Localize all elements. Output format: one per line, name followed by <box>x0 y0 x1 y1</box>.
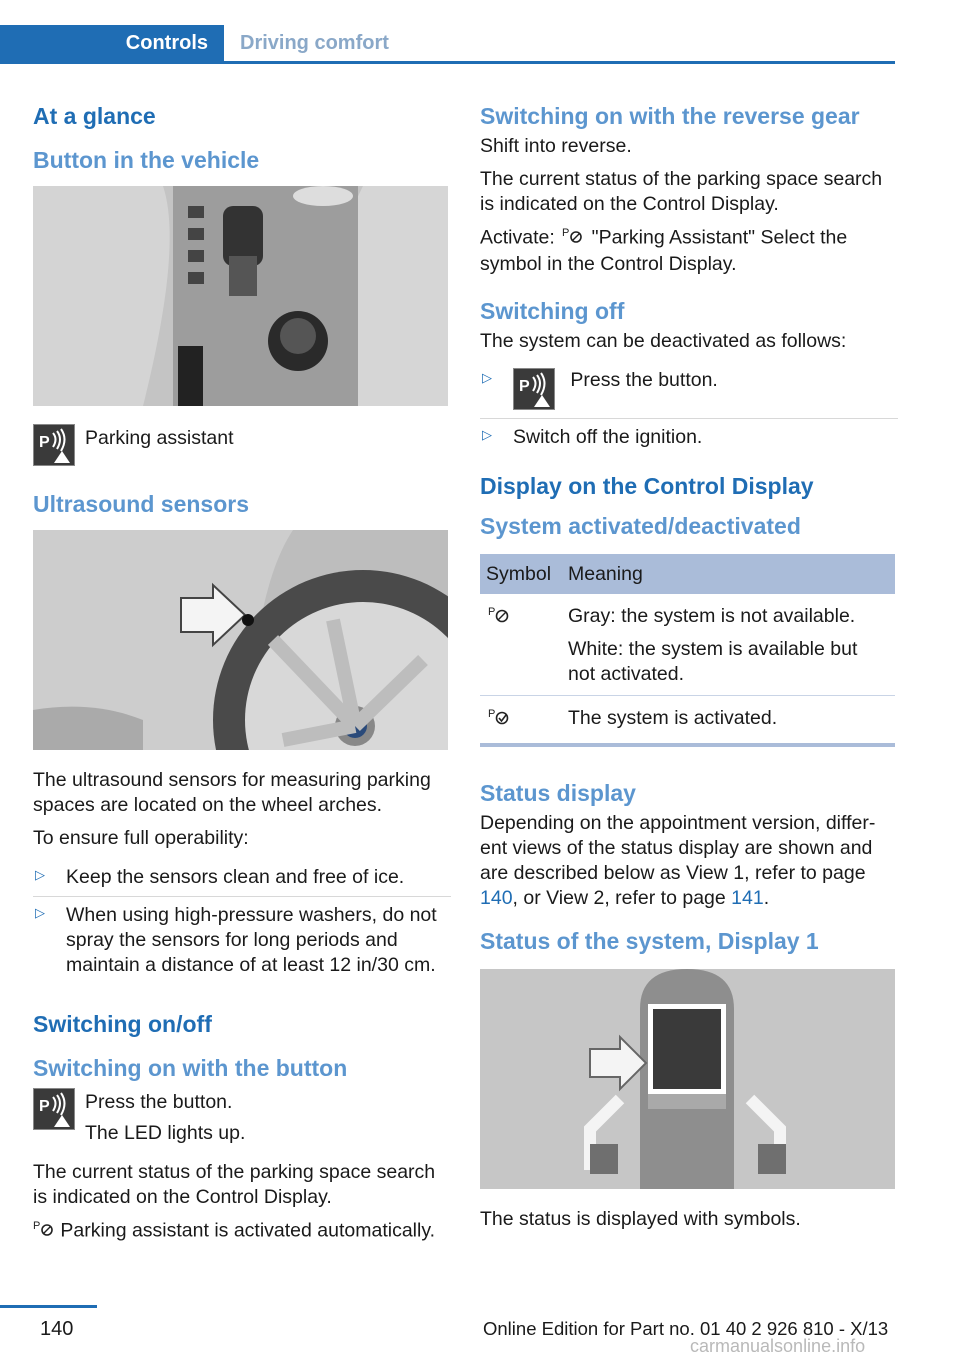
bullet-triangle-icon: ▷ <box>482 370 492 385</box>
heading-switching-off: Switching off <box>480 298 625 324</box>
press-button-text: Press the button. <box>85 1091 233 1113</box>
press-button-row <box>33 1088 451 1146</box>
footer-rule <box>0 1305 97 1308</box>
heading-switching-on-off: Switching on/off <box>33 1011 212 1037</box>
symbol-table <box>480 554 895 747</box>
svg-text:P: P <box>488 708 496 720</box>
display1-illustration <box>480 969 895 1189</box>
left-column <box>33 100 451 1253</box>
page-link-140[interactable]: 140 <box>480 887 513 909</box>
heading-display-1: Status of the system, Display 1 <box>480 928 819 954</box>
shift-reverse-text: Shift into reverse. <box>480 135 632 157</box>
parking-assistant-legend <box>33 424 451 466</box>
list-item: ▷ Switch off the ignition. <box>482 426 703 448</box>
tab-driving-comfort[interactable]: Driving comfort <box>240 32 389 54</box>
operability-list <box>33 859 451 984</box>
table-row <box>480 696 895 746</box>
parking-button-icon <box>33 1088 75 1130</box>
meaning-white: White: the system is available but not activated. <box>568 638 858 685</box>
svg-text:P: P <box>33 1220 41 1232</box>
led-lights-text: The LED lights up. <box>85 1122 246 1144</box>
parking-inactive-icon <box>480 594 562 696</box>
meaning-activated: The system is activated. <box>562 696 895 746</box>
heading-control-display: Display on the Control Display <box>480 473 814 499</box>
status-indicated-text: The current status of the parking space search is indicated on the Control Display. <box>480 168 883 215</box>
watermark: carmanualsonline.info <box>690 1336 866 1356</box>
page-link-141[interactable]: 141 <box>731 887 764 909</box>
right-column <box>480 100 898 1240</box>
parking-button-icon <box>513 368 555 410</box>
heading-ultrasound-sensors: Ultrasound sensors <box>33 491 249 517</box>
status-display-text: Depending on the appointment version, differ-ent views of the status display are shown and are described below as View 1, refer to page 140, or View 2, refer to page 141. <box>480 812 876 909</box>
heading-at-a-glance: At a glance <box>33 103 156 129</box>
list-item: ▷ When using high-pressure washers, do not spray the sensors for long periods and maintain a distance of at least 12 in/30 cm. <box>35 904 437 976</box>
parking-symbol-icon <box>33 1218 55 1245</box>
deactivate-text: The system can be deactivated as follows: <box>480 330 847 352</box>
heading-reverse-gear: Switching on with the reverse gear <box>480 103 860 129</box>
bullet-triangle-icon: ▷ <box>35 905 45 920</box>
svg-text:P: P <box>39 1098 50 1115</box>
activate-text: Activate: P "Parking Assistant" Select the symbol in the Control Display. <box>480 226 848 275</box>
operability-text: To ensure full operability: <box>33 827 249 849</box>
svg-text:P: P <box>562 227 570 239</box>
heading-system-activated: System activated/deactivated <box>480 513 801 539</box>
list-item: ▷ Keep the sensors clean and free of ice. <box>33 859 451 897</box>
symbols-text: The status is displayed with symbols. <box>480 1208 801 1230</box>
tab-controls[interactable]: Controls <box>0 25 224 61</box>
meaning-gray: Gray: the system is not available. <box>568 605 856 627</box>
page-number: 140 <box>40 1318 74 1340</box>
svg-text:P: P <box>39 434 50 451</box>
auto-activated-text: P Parking assistant is activated automatically. <box>33 1218 451 1245</box>
deactivate-list <box>480 362 898 456</box>
parking-button-icon <box>33 424 75 466</box>
sensors-location-text: The ultrasound sensors for measuring parking spaces are located on the wheel arches. <box>33 769 431 816</box>
svg-text:P: P <box>519 378 530 395</box>
bullet-triangle-icon: ▷ <box>482 427 492 442</box>
table-header-symbol: Symbol <box>480 554 562 594</box>
console-photo <box>33 186 448 406</box>
heading-status-display: Status display <box>480 780 636 806</box>
parking-assistant-caption: Parking assistant <box>85 427 234 449</box>
wheel-arch-photo <box>33 530 448 750</box>
header-tabbar <box>0 25 895 64</box>
list-item: ▷ P Press the button. <box>480 362 898 419</box>
heading-button-in-vehicle: Button in the vehicle <box>33 147 260 173</box>
status-indicated-text: The current status of the parking space search is indicated on the Control Display. <box>33 1161 436 1208</box>
parking-active-icon <box>480 696 562 746</box>
parking-symbol-icon <box>560 225 586 252</box>
table-header-meaning: Meaning <box>562 554 895 594</box>
svg-text:P: P <box>488 606 496 618</box>
table-row <box>480 594 895 696</box>
heading-switching-on-with-button: Switching on with the button <box>33 1055 348 1081</box>
bullet-triangle-icon: ▷ <box>35 867 45 882</box>
edition-text: Online Edition for Part no. 01 40 2 926 810 - X/13 <box>483 1318 889 1339</box>
